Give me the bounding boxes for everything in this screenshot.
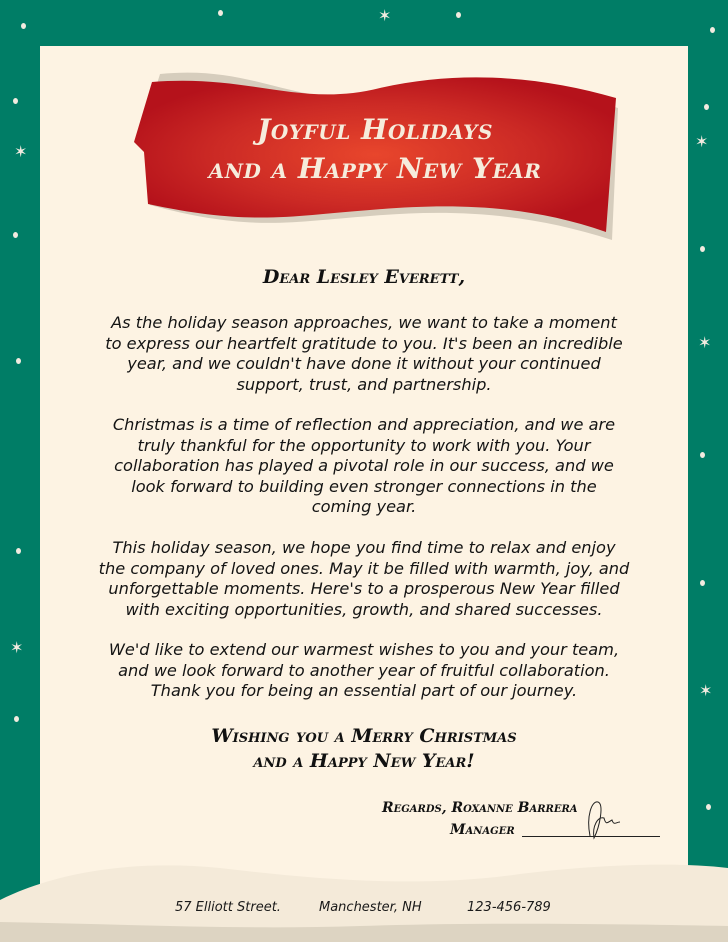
closing-line: Wishing you a Merry Christmas [211, 725, 517, 747]
paragraph-line: support, trust, and partnership. [236, 374, 492, 394]
paragraph-line: collaboration has played a pivotal role in our success, and we [114, 456, 614, 475]
star-icon: ✶ [698, 333, 712, 352]
snow-dot [700, 580, 705, 586]
letter-greeting: Dear Lesley Everett, [262, 266, 466, 288]
snow-dot [706, 804, 711, 810]
signoff-title: Manager [450, 822, 515, 838]
paragraph-line: the company of loved ones. May it be filled with warmth, joy, and [98, 558, 630, 578]
footer-phone: 123-456-789 [467, 900, 551, 915]
snow-hills [0, 840, 728, 942]
paragraph-line: year, and we couldn't have done it without your continued [127, 354, 601, 373]
closing-wish [0, 724, 728, 774]
paragraph-3 [88, 538, 640, 620]
banner-title-line1: Joyful Holidays [257, 113, 493, 146]
paragraph-line: truly thankful for the opportunity to work with you. Your [137, 435, 591, 455]
paragraph-line: We'd like to extend our warmest wishes to you and your team, [108, 640, 620, 659]
snow-dot [700, 452, 705, 458]
paragraph-line: and we look forward to another year of fruitful collaboration. [118, 660, 610, 680]
star-icon: ✶ [695, 132, 709, 151]
paragraph-line: with exciting opportunities, growth, and shared successes. [125, 599, 603, 619]
paragraph-line: Christmas is a time of reflection and appreciation, and we are [112, 415, 616, 434]
paragraph-1 [88, 313, 640, 395]
paragraph-line: Thank you for being an essential part of our journey. [150, 681, 578, 700]
signoff-name: Regards, Roxanne Barrera [382, 800, 578, 816]
paragraph-line: unforgettable moments. Here's to a prosperous New Year filled [108, 579, 620, 598]
paragraph-line: to express our heartfelt gratitude to you. It's been an incredible [105, 333, 623, 353]
star-icon: ✶ [10, 638, 24, 657]
footer-address: 57 Elliott Street. [175, 900, 281, 915]
paragraph-line: look forward to building even stronger connections in the [131, 476, 597, 496]
snow-dot [16, 548, 21, 554]
star-icon: ✶ [378, 6, 392, 25]
star-icon: ✶ [14, 142, 28, 161]
snow-dot [14, 716, 19, 722]
snow-dot [16, 358, 21, 364]
paragraph-4 [88, 640, 640, 702]
paragraph-line: This holiday season, we hope you find time to relax and enjoy [112, 538, 616, 557]
star-icon: ✶ [699, 681, 713, 700]
paragraph-2 [88, 415, 640, 518]
paragraph-line: As the holiday season approaches, we want to take a moment [111, 313, 617, 332]
footer-city: Manchester, NH [319, 900, 422, 915]
closing-line: and a Happy New Year! [253, 750, 475, 772]
paragraph-line: coming year. [311, 497, 417, 516]
banner-title-line2: and a Happy New Year [208, 152, 542, 185]
signature-scribble-icon [584, 796, 644, 842]
